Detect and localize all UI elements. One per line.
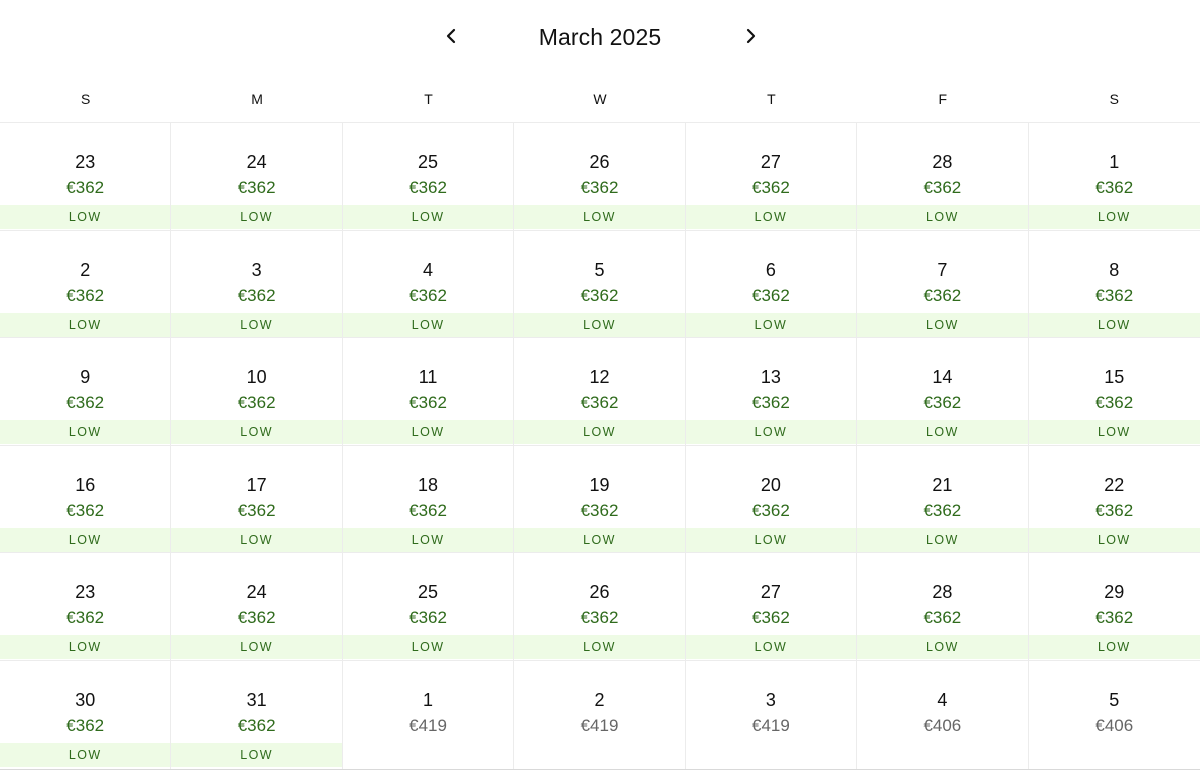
price-level-badge: LOW — [0, 528, 170, 552]
day-price: €362 — [237, 608, 276, 627]
day-cell[interactable] — [1029, 553, 1200, 661]
price-level-badge: LOW — [1029, 420, 1200, 444]
price-level-badge: LOW — [857, 635, 1027, 659]
day-price: €362 — [752, 286, 790, 305]
day-cell[interactable] — [514, 553, 685, 661]
day-price: €362 — [580, 393, 619, 412]
day-price: €362 — [580, 501, 619, 520]
day-number: 9 — [80, 367, 91, 387]
day-number: 20 — [760, 475, 781, 495]
price-level-badge: LOW — [857, 528, 1027, 552]
day-number: 23 — [75, 152, 96, 172]
weekday-header-row — [0, 76, 1200, 123]
day-price: €362 — [237, 178, 276, 197]
price-level-badge: LOW — [171, 420, 341, 444]
price-level-badge: LOW — [0, 205, 170, 229]
day-number: 1 — [423, 690, 434, 710]
day-price: €362 — [409, 608, 447, 627]
day-cell[interactable] — [343, 338, 514, 446]
day-number: 28 — [932, 152, 953, 172]
day-price: €362 — [923, 608, 962, 627]
day-cell[interactable] — [171, 123, 342, 231]
price-level-badge: LOW — [686, 420, 856, 444]
price-level-badge: LOW — [0, 743, 170, 767]
calendar-header — [0, 0, 1200, 76]
day-number: 18 — [418, 475, 439, 495]
day-number: 12 — [589, 367, 610, 387]
day-cell[interactable] — [686, 446, 857, 553]
day-number: 26 — [589, 152, 610, 172]
day-cell[interactable] — [0, 446, 171, 553]
day-price: €362 — [66, 178, 105, 197]
day-cell[interactable] — [343, 446, 514, 553]
day-number: 27 — [760, 152, 781, 172]
day-number: 24 — [246, 582, 267, 602]
day-number: 8 — [1109, 260, 1120, 280]
month-title: March 2025 — [538, 24, 662, 50]
day-number: 4 — [937, 690, 948, 710]
day-price: €419 — [409, 716, 447, 735]
day-price: €362 — [752, 608, 790, 627]
weekday-label: M — [251, 91, 263, 107]
price-level-badge: LOW — [686, 528, 856, 552]
day-cell[interactable] — [514, 446, 685, 553]
day-price: €362 — [923, 286, 962, 305]
price-level-badge: LOW — [514, 205, 684, 229]
day-price: €362 — [237, 501, 276, 520]
price-level-badge: LOW — [1029, 635, 1200, 659]
day-cell[interactable] — [686, 231, 857, 338]
day-cell[interactable] — [857, 231, 1028, 338]
day-cell[interactable] — [343, 661, 514, 770]
weekday-label: F — [938, 91, 948, 107]
weekday-label: T — [767, 91, 776, 107]
day-cell[interactable] — [343, 553, 514, 661]
day-number: 28 — [932, 582, 953, 602]
day-number: 1 — [1109, 152, 1120, 172]
day-price: €362 — [409, 501, 447, 520]
day-number: 7 — [937, 260, 948, 280]
day-cell[interactable] — [857, 446, 1028, 553]
next-month-button[interactable] — [736, 22, 764, 50]
weekday-label: W — [593, 91, 607, 107]
day-number: 27 — [760, 582, 781, 602]
day-cell[interactable] — [514, 338, 685, 446]
weekday-label: S — [1109, 91, 1119, 107]
day-price: €362 — [1095, 393, 1134, 412]
day-number: 19 — [589, 475, 610, 495]
day-cell[interactable] — [686, 123, 857, 231]
day-cell[interactable] — [1029, 446, 1200, 553]
day-price: €362 — [237, 716, 276, 735]
day-cell[interactable] — [171, 553, 342, 661]
bottom-divider — [0, 769, 1200, 770]
day-price: €362 — [66, 286, 105, 305]
price-level-badge: LOW — [514, 635, 684, 659]
day-number: 21 — [932, 475, 953, 495]
day-cell[interactable] — [686, 338, 857, 446]
price-level-badge: LOW — [0, 420, 170, 444]
price-level-badge: LOW — [1029, 528, 1200, 552]
day-price: €362 — [580, 608, 619, 627]
price-level-badge: LOW — [343, 313, 513, 337]
day-cell[interactable] — [1029, 123, 1200, 231]
price-level-badge: LOW — [0, 635, 170, 659]
day-cell[interactable] — [514, 123, 685, 231]
price-level-badge: LOW — [857, 420, 1027, 444]
price-level-badge: LOW — [1029, 313, 1200, 337]
day-number: 16 — [75, 475, 96, 495]
price-level-badge: LOW — [171, 205, 341, 229]
day-number: 15 — [1104, 367, 1125, 387]
day-number: 31 — [246, 690, 267, 710]
day-cell[interactable] — [0, 338, 171, 446]
day-price: €362 — [1095, 608, 1134, 627]
price-level-badge: LOW — [171, 635, 341, 659]
day-cell[interactable] — [857, 661, 1028, 770]
day-price: €406 — [923, 716, 962, 735]
day-cell[interactable] — [514, 231, 685, 338]
day-cell[interactable] — [0, 231, 171, 338]
day-cell[interactable] — [1029, 338, 1200, 446]
price-level-badge: LOW — [686, 205, 856, 229]
day-number: 14 — [932, 367, 953, 387]
day-number: 26 — [589, 582, 610, 602]
day-number: 10 — [246, 367, 267, 387]
price-level-badge: LOW — [0, 313, 170, 337]
day-number: 24 — [246, 152, 267, 172]
day-price: €362 — [1095, 178, 1134, 197]
day-price: €362 — [752, 393, 790, 412]
day-number: 2 — [594, 690, 605, 710]
calendar-grid — [0, 123, 1200, 770]
price-level-badge: LOW — [343, 635, 513, 659]
price-level-badge: LOW — [514, 528, 684, 552]
day-price: €362 — [580, 286, 619, 305]
day-price: €362 — [66, 716, 105, 735]
day-number: 5 — [594, 260, 605, 280]
price-level-badge: LOW — [857, 205, 1027, 229]
day-number: 25 — [418, 582, 439, 602]
day-price: €362 — [1095, 501, 1134, 520]
day-cell[interactable] — [857, 553, 1028, 661]
day-cell[interactable] — [0, 123, 171, 231]
day-number: 6 — [765, 260, 776, 280]
price-level-badge: LOW — [514, 420, 684, 444]
day-price: €362 — [752, 178, 790, 197]
day-price: €419 — [752, 716, 790, 735]
day-price: €362 — [66, 501, 105, 520]
day-price: €362 — [752, 501, 790, 520]
day-price: €362 — [923, 501, 962, 520]
day-price: €362 — [237, 286, 276, 305]
day-number: 23 — [75, 582, 96, 602]
chevron-right-icon — [743, 28, 757, 44]
day-price: €406 — [1095, 716, 1134, 735]
price-level-badge: LOW — [171, 528, 341, 552]
day-price: €362 — [409, 286, 447, 305]
day-number: 25 — [418, 152, 439, 172]
day-cell[interactable] — [514, 661, 685, 770]
day-cell[interactable] — [343, 123, 514, 231]
day-price: €362 — [66, 393, 105, 412]
day-cell[interactable] — [171, 231, 342, 338]
price-level-badge: LOW — [1029, 205, 1200, 229]
day-price: €362 — [580, 178, 619, 197]
day-cell[interactable] — [343, 231, 514, 338]
day-cell[interactable] — [1029, 661, 1200, 770]
day-number: 30 — [75, 690, 96, 710]
day-number: 11 — [418, 367, 438, 387]
price-level-badge: LOW — [171, 313, 341, 337]
day-price: €419 — [580, 716, 619, 735]
day-number: 22 — [1104, 475, 1125, 495]
day-number: 3 — [251, 260, 262, 280]
price-level-badge: LOW — [857, 313, 1027, 337]
price-level-badge: LOW — [171, 743, 341, 767]
price-level-badge: LOW — [343, 420, 513, 444]
day-cell[interactable] — [171, 338, 342, 446]
day-price: €362 — [1095, 286, 1134, 305]
day-cell[interactable] — [686, 661, 857, 770]
day-price: €362 — [923, 393, 962, 412]
day-cell[interactable] — [1029, 231, 1200, 338]
day-cell[interactable] — [171, 446, 342, 553]
price-level-badge: LOW — [686, 635, 856, 659]
day-cell[interactable] — [0, 661, 171, 770]
weekday-label: S — [81, 91, 91, 107]
day-number: 13 — [760, 367, 781, 387]
day-price: €362 — [66, 608, 105, 627]
day-number: 29 — [1104, 582, 1125, 602]
day-price: €362 — [237, 393, 276, 412]
price-level-badge: LOW — [686, 313, 856, 337]
day-price: €362 — [923, 178, 962, 197]
price-level-badge: LOW — [343, 205, 513, 229]
price-level-badge: LOW — [514, 313, 684, 337]
day-number: 17 — [246, 475, 267, 495]
day-number: 2 — [80, 260, 91, 280]
day-price: €362 — [409, 178, 447, 197]
day-cell[interactable] — [857, 338, 1028, 446]
day-number: 3 — [765, 690, 776, 710]
weekday-label: T — [424, 91, 433, 107]
day-cell[interactable] — [686, 553, 857, 661]
day-number: 4 — [423, 260, 434, 280]
day-number: 5 — [1109, 690, 1120, 710]
day-cell[interactable] — [857, 123, 1028, 231]
day-cell[interactable] — [171, 661, 342, 770]
price-level-badge: LOW — [343, 528, 513, 552]
day-price: €362 — [409, 393, 447, 412]
day-cell[interactable] — [0, 553, 171, 661]
